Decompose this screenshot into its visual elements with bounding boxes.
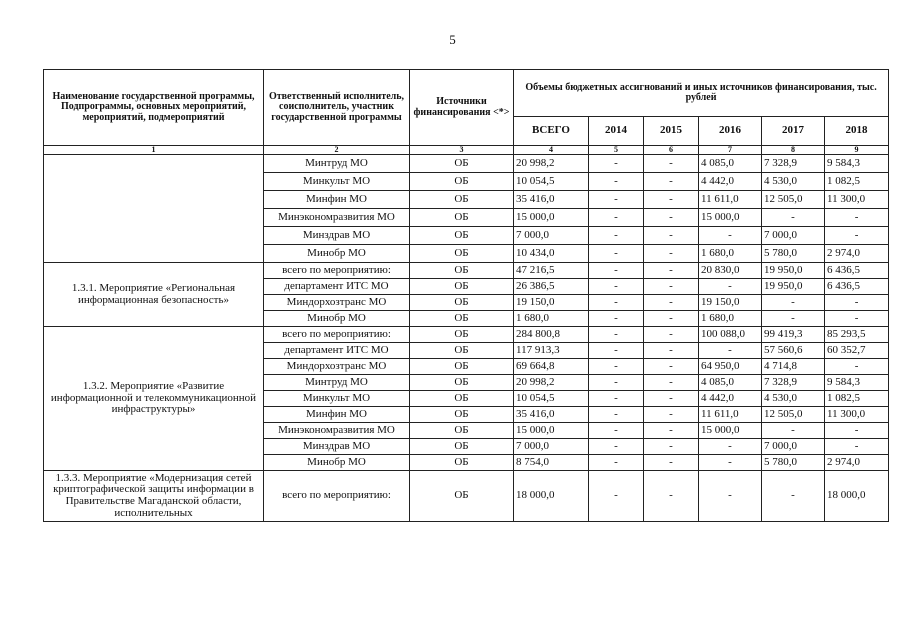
year-value-cell: -: [589, 359, 644, 375]
table-row: [44, 263, 889, 279]
year-value-cell: -: [644, 209, 699, 227]
column-number: 1: [44, 146, 264, 155]
column-number: 5: [589, 146, 644, 155]
column-number: 3: [410, 146, 514, 155]
year-value-cell: 85 293,5: [825, 327, 889, 343]
year-value-cell: -: [589, 471, 644, 522]
year-value-cell: 4 530,0: [762, 173, 825, 191]
executor-cell: департамент ИТС МО: [264, 279, 410, 295]
source-cell: ОБ: [410, 423, 514, 439]
year-value-cell: 2 974,0: [825, 245, 889, 263]
year-value-cell: -: [699, 471, 762, 522]
total-cell: 7 000,0: [514, 227, 589, 245]
executor-cell: всего по мероприятию:: [264, 263, 410, 279]
year-value-cell: 4 442,0: [699, 173, 762, 191]
year-value-cell: -: [762, 423, 825, 439]
year-value-cell: -: [644, 191, 699, 209]
year-value-cell: -: [589, 407, 644, 423]
table-row: [44, 471, 889, 522]
total-cell: 18 000,0: [514, 471, 589, 522]
year-value-cell: -: [644, 173, 699, 191]
header-year-2014: 2014: [589, 117, 644, 146]
executor-cell: Минтруд МО: [264, 155, 410, 173]
source-cell: ОБ: [410, 155, 514, 173]
year-value-cell: -: [825, 227, 889, 245]
source-cell: ОБ: [410, 311, 514, 327]
total-cell: 20 998,2: [514, 155, 589, 173]
year-value-cell: -: [589, 311, 644, 327]
executor-cell: всего по мероприятию:: [264, 471, 410, 522]
year-value-cell: -: [589, 439, 644, 455]
header-year-2015: 2015: [644, 117, 699, 146]
year-value-cell: 57 560,6: [762, 343, 825, 359]
year-value-cell: -: [644, 279, 699, 295]
year-value-cell: -: [589, 343, 644, 359]
year-value-cell: -: [589, 455, 644, 471]
year-value-cell: -: [825, 439, 889, 455]
year-value-cell: -: [589, 245, 644, 263]
year-value-cell: -: [644, 311, 699, 327]
source-cell: ОБ: [410, 343, 514, 359]
year-value-cell: 4 085,0: [699, 375, 762, 391]
header-name: Наименование государственной программы, Подпрограммы, основных мероприятий, мероприятий, подмероприятий: [44, 70, 264, 146]
executor-cell: Минэкономразвития МО: [264, 209, 410, 227]
year-value-cell: 99 419,3: [762, 327, 825, 343]
year-value-cell: 2 974,0: [825, 455, 889, 471]
year-value-cell: 7 328,9: [762, 375, 825, 391]
column-number: 4: [514, 146, 589, 155]
column-number: 2: [264, 146, 410, 155]
total-cell: 117 913,3: [514, 343, 589, 359]
header-total: ВСЕГО: [514, 117, 589, 146]
year-value-cell: 60 352,7: [825, 343, 889, 359]
year-value-cell: -: [589, 155, 644, 173]
year-value-cell: 5 780,0: [762, 455, 825, 471]
year-value-cell: -: [699, 227, 762, 245]
year-value-cell: -: [699, 455, 762, 471]
event-name-cell: 1.3.1. Мероприятие «Региональная информационная безопасность»: [44, 263, 264, 327]
year-value-cell: 4 714,8: [762, 359, 825, 375]
executor-cell: департамент ИТС МО: [264, 343, 410, 359]
source-cell: ОБ: [410, 375, 514, 391]
year-value-cell: 100 088,0: [699, 327, 762, 343]
year-value-cell: -: [644, 423, 699, 439]
year-value-cell: -: [644, 295, 699, 311]
source-cell: ОБ: [410, 439, 514, 455]
executor-cell: Минфин МО: [264, 191, 410, 209]
year-value-cell: 19 150,0: [699, 295, 762, 311]
total-cell: 47 216,5: [514, 263, 589, 279]
year-value-cell: 6 436,5: [825, 263, 889, 279]
year-value-cell: -: [762, 295, 825, 311]
total-cell: 26 386,5: [514, 279, 589, 295]
year-value-cell: 12 505,0: [762, 191, 825, 209]
year-value-cell: -: [589, 173, 644, 191]
year-value-cell: 18 000,0: [825, 471, 889, 522]
total-cell: 35 416,0: [514, 407, 589, 423]
year-value-cell: -: [589, 295, 644, 311]
year-value-cell: -: [644, 439, 699, 455]
executor-cell: всего по мероприятию:: [264, 327, 410, 343]
year-value-cell: -: [589, 209, 644, 227]
year-value-cell: -: [644, 359, 699, 375]
year-value-cell: -: [644, 245, 699, 263]
year-value-cell: -: [825, 423, 889, 439]
header-executor: Ответственный исполнитель, соисполнитель, участник государственной программы: [264, 70, 410, 146]
year-value-cell: 9 584,3: [825, 375, 889, 391]
executor-cell: Минкульт МО: [264, 391, 410, 407]
year-value-cell: -: [762, 471, 825, 522]
year-value-cell: -: [589, 191, 644, 209]
source-cell: ОБ: [410, 209, 514, 227]
year-value-cell: 11 611,0: [699, 191, 762, 209]
column-number: 9: [825, 146, 889, 155]
total-cell: 15 000,0: [514, 209, 589, 227]
year-value-cell: 20 830,0: [699, 263, 762, 279]
year-value-cell: 4 442,0: [699, 391, 762, 407]
year-value-cell: 64 950,0: [699, 359, 762, 375]
year-value-cell: 19 950,0: [762, 263, 825, 279]
header-year-2017: 2017: [762, 117, 825, 146]
total-cell: 10 434,0: [514, 245, 589, 263]
year-value-cell: -: [589, 423, 644, 439]
year-value-cell: 1 082,5: [825, 173, 889, 191]
year-value-cell: 7 328,9: [762, 155, 825, 173]
header-volumes: Объемы бюджетных ассигнований и иных источников финансирования, тыс. рублей: [514, 70, 889, 117]
year-value-cell: 7 000,0: [762, 227, 825, 245]
source-cell: ОБ: [410, 279, 514, 295]
year-value-cell: -: [699, 343, 762, 359]
year-value-cell: -: [699, 439, 762, 455]
year-value-cell: -: [644, 375, 699, 391]
executor-cell: Минэкономразвития МО: [264, 423, 410, 439]
column-number-row: [44, 146, 889, 155]
source-cell: ОБ: [410, 359, 514, 375]
source-cell: ОБ: [410, 191, 514, 209]
year-value-cell: -: [589, 375, 644, 391]
executor-cell: Минобр МО: [264, 245, 410, 263]
header-year-2018: 2018: [825, 117, 889, 146]
total-cell: 15 000,0: [514, 423, 589, 439]
column-number: 6: [644, 146, 699, 155]
year-value-cell: -: [825, 359, 889, 375]
total-cell: 19 150,0: [514, 295, 589, 311]
year-value-cell: 4 530,0: [762, 391, 825, 407]
year-value-cell: -: [589, 391, 644, 407]
year-value-cell: 11 611,0: [699, 407, 762, 423]
total-cell: 8 754,0: [514, 455, 589, 471]
year-value-cell: -: [825, 295, 889, 311]
source-cell: ОБ: [410, 245, 514, 263]
executor-cell: Минобр МО: [264, 311, 410, 327]
total-cell: 284 800,8: [514, 327, 589, 343]
year-value-cell: 9 584,3: [825, 155, 889, 173]
source-cell: ОБ: [410, 407, 514, 423]
year-value-cell: 4 085,0: [699, 155, 762, 173]
executor-cell: Минобр МО: [264, 455, 410, 471]
source-cell: ОБ: [410, 471, 514, 522]
year-value-cell: -: [644, 343, 699, 359]
year-value-cell: -: [762, 311, 825, 327]
year-value-cell: 19 950,0: [762, 279, 825, 295]
year-value-cell: -: [825, 311, 889, 327]
year-value-cell: 1 082,5: [825, 391, 889, 407]
event-name-cell: 1.3.3. Мероприятие «Модернизация сетей криптографической защиты информации в Правительстве Магаданской области, исполнительных: [44, 471, 264, 522]
year-value-cell: -: [589, 263, 644, 279]
total-cell: 10 054,5: [514, 173, 589, 191]
executor-cell: Минфин МО: [264, 407, 410, 423]
year-value-cell: -: [644, 391, 699, 407]
page-number: 5: [449, 32, 456, 47]
event-name-cell: 1.3.2. Мероприятие «Развитие информационной и телекоммуникационной инфраструктуры»: [44, 327, 264, 471]
header-year-2016: 2016: [699, 117, 762, 146]
source-cell: ОБ: [410, 227, 514, 245]
source-cell: ОБ: [410, 295, 514, 311]
year-value-cell: -: [825, 209, 889, 227]
executor-cell: Минтруд МО: [264, 375, 410, 391]
total-cell: 35 416,0: [514, 191, 589, 209]
year-value-cell: 12 505,0: [762, 407, 825, 423]
year-value-cell: 11 300,0: [825, 191, 889, 209]
table-row: [44, 155, 889, 173]
column-number: 7: [699, 146, 762, 155]
column-number: 8: [762, 146, 825, 155]
source-cell: ОБ: [410, 263, 514, 279]
year-value-cell: 1 680,0: [699, 311, 762, 327]
year-value-cell: -: [644, 327, 699, 343]
year-value-cell: -: [699, 279, 762, 295]
executor-cell: Минздрав МО: [264, 439, 410, 455]
total-cell: 69 664,8: [514, 359, 589, 375]
year-value-cell: 11 300,0: [825, 407, 889, 423]
event-name-cell: [44, 155, 264, 263]
year-value-cell: -: [644, 263, 699, 279]
year-value-cell: -: [644, 155, 699, 173]
year-value-cell: 15 000,0: [699, 209, 762, 227]
executor-cell: Минкульт МО: [264, 173, 410, 191]
year-value-cell: -: [644, 455, 699, 471]
year-value-cell: 15 000,0: [699, 423, 762, 439]
source-cell: ОБ: [410, 327, 514, 343]
header-source: Источники финансирования <*>: [410, 70, 514, 146]
year-value-cell: -: [644, 407, 699, 423]
executor-cell: Миндорхозтранс МО: [264, 295, 410, 311]
budget-table: [43, 69, 889, 522]
total-cell: 1 680,0: [514, 311, 589, 327]
source-cell: ОБ: [410, 173, 514, 191]
total-cell: 10 054,5: [514, 391, 589, 407]
year-value-cell: -: [589, 279, 644, 295]
total-cell: 7 000,0: [514, 439, 589, 455]
table-row: [44, 327, 889, 343]
year-value-cell: 6 436,5: [825, 279, 889, 295]
year-value-cell: 7 000,0: [762, 439, 825, 455]
year-value-cell: -: [762, 209, 825, 227]
executor-cell: Миндорхозтранс МО: [264, 359, 410, 375]
year-value-cell: -: [589, 327, 644, 343]
executor-cell: Минздрав МО: [264, 227, 410, 245]
table-body: [44, 155, 889, 522]
source-cell: ОБ: [410, 391, 514, 407]
total-cell: 20 998,2: [514, 375, 589, 391]
year-value-cell: -: [589, 227, 644, 245]
year-value-cell: -: [644, 471, 699, 522]
source-cell: ОБ: [410, 455, 514, 471]
year-value-cell: -: [644, 227, 699, 245]
year-value-cell: 5 780,0: [762, 245, 825, 263]
year-value-cell: 1 680,0: [699, 245, 762, 263]
